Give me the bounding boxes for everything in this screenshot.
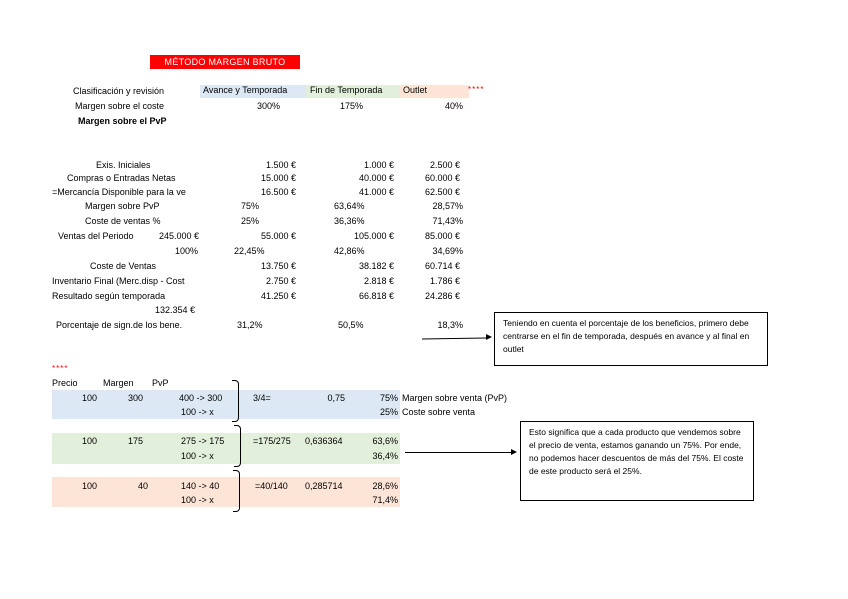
band-fin: [52, 433, 400, 464]
block-result: 0,75: [327, 393, 345, 403]
row-label: Inventario Final (Merc.disp - Cost: [52, 276, 185, 286]
row-v3: 60.000 €: [424, 173, 460, 183]
row-v2: 66.818 €: [358, 291, 394, 301]
row-v1: 25%: [241, 216, 260, 226]
block-precio: 100: [82, 436, 98, 446]
row-v1: 31,2%: [237, 320, 263, 330]
row-extra: 245.000 €: [158, 231, 199, 241]
band-outlet: [52, 477, 400, 507]
row-v1: 1.500 €: [265, 160, 296, 170]
row-v2: 50,5%: [338, 320, 364, 330]
block-line1: 140 -> 40: [181, 481, 220, 491]
row-v3: 85.000 €: [424, 231, 460, 241]
row-v2: 2.818 €: [363, 276, 394, 286]
block-p1: 75%: [379, 393, 398, 403]
row-v2: 38.182 €: [358, 261, 394, 271]
row-extra: 132.354 €: [154, 305, 195, 315]
margen-coste-v1: 300%: [256, 101, 280, 111]
row-v3: 24.286 €: [424, 291, 460, 301]
block-p1: 63,6%: [372, 436, 398, 446]
note-significado: Esto significa que a cada producto que vendemos sobre el precio de venta, estamos ganando un 75%. Por ende, no podemos hacer descuentos de más del 75%. El coste de este producto será el 25%.: [520, 421, 754, 501]
row-v2: 63,64%: [334, 201, 365, 211]
row-label: Resultado según temporada: [52, 291, 166, 301]
row-v3: 1.786 €: [429, 276, 460, 286]
header-avance: Avance y Temporada: [200, 85, 309, 98]
block-p1: 28,6%: [372, 481, 398, 491]
margen-coste-label: Margen sobre el coste: [75, 101, 165, 111]
row-v1: 22,45%: [234, 246, 265, 256]
block-margen: 40: [138, 481, 149, 491]
arrow-head: [511, 449, 517, 455]
row-v3: 62.500 €: [424, 187, 460, 197]
block-precio: 100: [82, 481, 98, 491]
row-v2: 1.000 €: [363, 160, 394, 170]
col-pvp: PvP: [152, 378, 169, 388]
arrow-line: [422, 337, 486, 339]
header-fin: Fin de Temporada: [306, 85, 404, 98]
brace: [233, 470, 240, 512]
margen-coste-v3: 40%: [444, 101, 463, 111]
arrow-head: [486, 334, 492, 340]
block-p2: 25%: [379, 407, 398, 417]
row-v1: 2.750 €: [265, 276, 296, 286]
row-v3: 34,69%: [432, 246, 463, 256]
row-label: Compras o Entradas Netas: [67, 173, 176, 183]
block-line2: 100 -> x: [181, 495, 214, 505]
row-label: Margen sobre PvP: [85, 201, 160, 211]
row-v3: 18,3%: [437, 320, 463, 330]
row-v2: 36,36%: [334, 216, 365, 226]
block-precio: 100: [82, 393, 98, 403]
header-outlet: Outlet: [400, 85, 469, 98]
row-v1: 16.500 €: [260, 187, 296, 197]
brace: [232, 380, 239, 422]
arrow-line: [405, 452, 511, 453]
margen-coste-v2: 175%: [339, 101, 363, 111]
row-label: Ventas del Periodo: [58, 231, 134, 241]
row-v3: 2.500 €: [429, 160, 460, 170]
block-result: 0,285714: [305, 481, 343, 491]
block-margen: 175: [128, 436, 144, 446]
row-v1: 55.000 €: [260, 231, 296, 241]
row-v1: 13.750 €: [260, 261, 296, 271]
block-p2: 36,4%: [372, 451, 398, 461]
stars-marker-bottom: ****: [52, 364, 69, 373]
block-formula: 3/4=: [253, 393, 271, 403]
block-p2: 71,4%: [372, 495, 398, 505]
row-v3: 71,43%: [432, 216, 463, 226]
row-v2: 42,86%: [334, 246, 365, 256]
note-beneficios: Teniendo en cuenta el porcentaje de los beneficios, primero debe centrarse en el fin de temporada, después en avance y al final en outlet: [494, 312, 768, 366]
block-line1: 275 -> 175: [181, 436, 225, 446]
row-v3: 60.714 €: [424, 261, 460, 271]
block-label1: Margen sobre venta (PvP): [402, 393, 508, 403]
block-formula: =40/140: [255, 481, 288, 491]
col-margen: Margen: [103, 378, 134, 388]
brace: [234, 425, 241, 467]
row-label: Coste de ventas %: [85, 216, 161, 226]
band-avance: [52, 390, 400, 419]
row-v1: 75%: [241, 201, 260, 211]
row-v1: 41.250 €: [260, 291, 296, 301]
row-v1: 15.000 €: [260, 173, 296, 183]
block-line2: 100 -> x: [181, 407, 214, 417]
block-result: 0,636364: [305, 436, 343, 446]
block-label2: Coste sobre venta: [402, 407, 476, 417]
stars-marker: ****: [468, 85, 485, 94]
row-label: =Mercancía Disponible para la ve: [52, 187, 186, 197]
block-margen: 300: [128, 393, 144, 403]
clasificacion-label: Clasificación y revisión: [73, 86, 165, 96]
row-label: Exis. Iniciales: [96, 160, 151, 170]
block-line1: 400 -> 300: [179, 393, 223, 403]
margen-pvp-label: Margen sobre el PvP: [78, 116, 167, 126]
row-label: Coste de Ventas: [90, 261, 157, 271]
row-label: Porcentaje de sign.de los bene.: [56, 320, 183, 330]
sheet-title: MÉTODO MARGEN BRUTO: [150, 55, 300, 69]
col-precio: Precio: [52, 378, 78, 388]
row-v3: 28,57%: [432, 201, 463, 211]
row-v2: 105.000 €: [353, 231, 394, 241]
row-v2: 41.000 €: [358, 187, 394, 197]
row-v2: 40.000 €: [358, 173, 394, 183]
row-extra: 100%: [174, 246, 198, 256]
block-formula: =175/275: [253, 436, 291, 446]
block-line2: 100 -> x: [181, 451, 214, 461]
